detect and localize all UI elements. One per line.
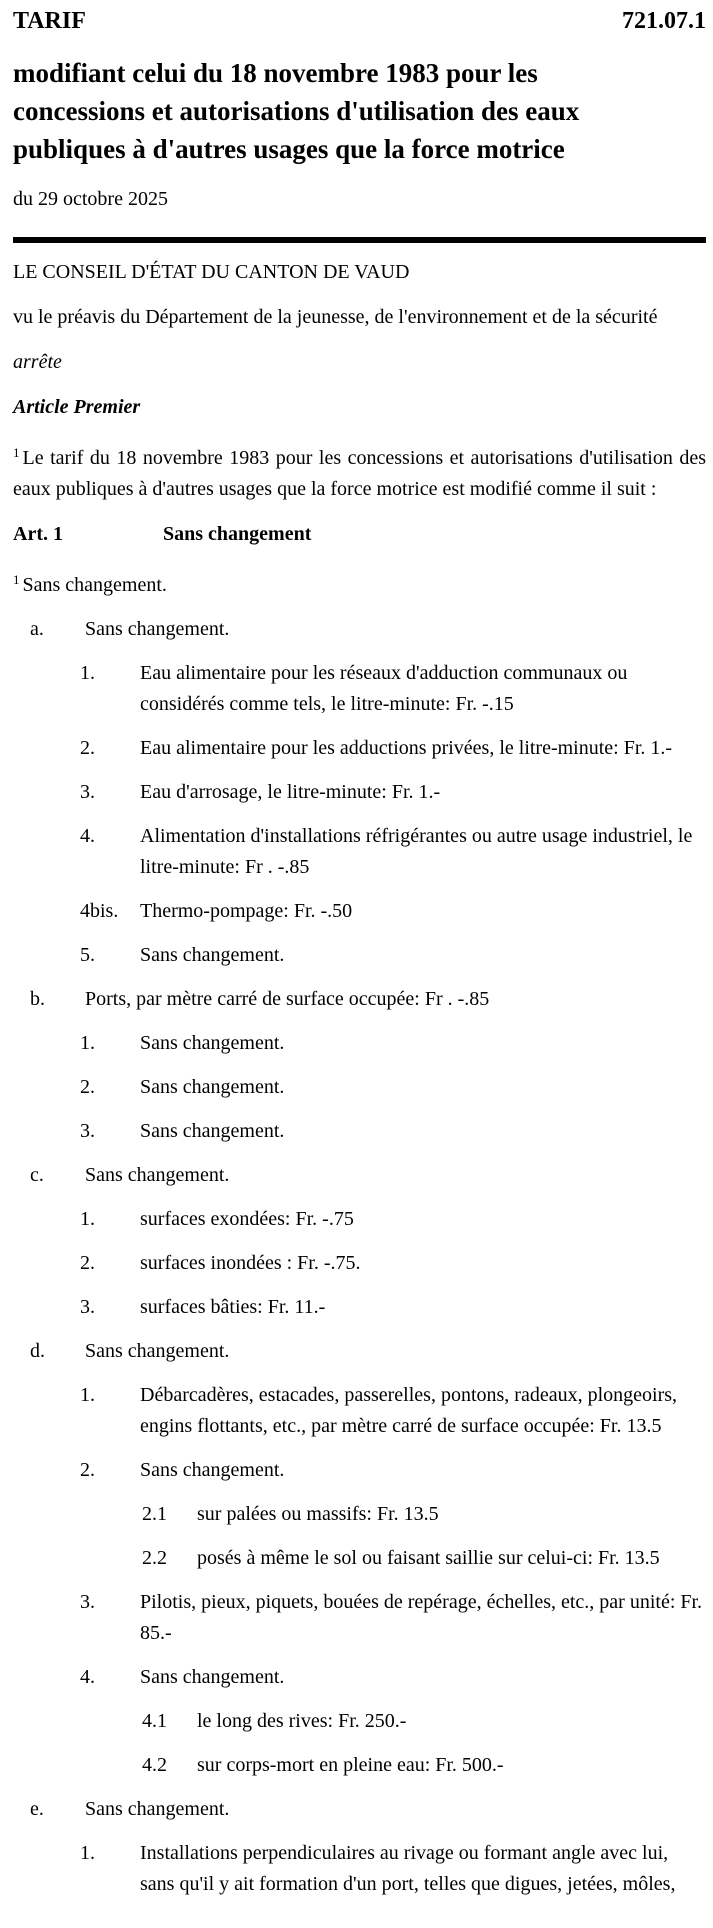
item-a-4bis xyxy=(13,896,706,927)
item-text: Sans changement. xyxy=(140,1666,285,1688)
recital-line: vu le préavis du Département de la jeunesse, de l'environnement et de la sécurité xyxy=(13,306,658,328)
item-text: Alimentation d'installations réfrigérantes ou autre usage industriel, le litre-minute: Fr . -.85 xyxy=(140,825,693,878)
item-b xyxy=(13,984,706,1015)
item-a xyxy=(13,614,706,645)
paragraph-number-sup: 1 xyxy=(13,445,20,460)
item-text: Ports, par mètre carré de surface occupée: Fr . -.85 xyxy=(85,988,490,1010)
item-text: Pilotis, pieux, piquets, bouées de repérage, échelles, etc., par unité: Fr. 85.- xyxy=(140,1591,703,1644)
item-marker: 3. xyxy=(80,781,95,803)
doc-title-line: publiques à d'autres usages que la force motrice xyxy=(13,134,565,164)
item-text: le long des rives: Fr. 250.- xyxy=(197,1710,407,1732)
item-d xyxy=(13,1336,706,1367)
art1-heading xyxy=(13,519,706,550)
art1-intro-paragraph xyxy=(13,564,706,601)
item-marker: 2. xyxy=(80,1076,95,1098)
item-text: sur corps-mort en pleine eau: Fr. 500.- xyxy=(197,1754,504,1776)
item-a-4 xyxy=(13,821,706,883)
item-marker: c. xyxy=(30,1164,44,1186)
item-text: Sans changement. xyxy=(85,1164,230,1186)
item-text: Sans changement. xyxy=(85,1340,230,1362)
art1-label: Art. 1 xyxy=(13,523,63,545)
item-marker: 1. xyxy=(80,1032,95,1054)
item-marker: 3. xyxy=(80,1296,95,1318)
item-marker: 4. xyxy=(80,825,95,847)
authority-line: LE CONSEIL D'ÉTAT DU CANTON DE VAUD xyxy=(13,261,410,283)
item-marker: 3. xyxy=(80,1591,95,1613)
item-text: Sans changement. xyxy=(140,944,285,966)
item-marker: 3. xyxy=(80,1120,95,1142)
doc-type-label: TARIF xyxy=(13,8,86,34)
article-premier-text: Le tarif du 18 novembre 1983 pour les concessions et autorisations d'utilisation des eaux publiques à d'autres usages que la force motrice est modifié comme il suit : xyxy=(13,447,706,500)
item-text: Eau d'arrosage, le litre-minute: Fr. 1.- xyxy=(140,781,441,803)
item-marker: 2. xyxy=(80,1459,95,1481)
item-marker: 1. xyxy=(80,1384,95,1406)
item-marker: 2. xyxy=(80,737,95,759)
item-d-1 xyxy=(13,1380,706,1442)
doc-title xyxy=(13,54,706,168)
item-d-2 xyxy=(13,1455,706,1486)
item-text: Installations perpendiculaires au rivage ou formant angle avec lui, sans qu'il y ait formation d'un port, telles que digues, jetées, môles, xyxy=(140,1842,676,1895)
item-marker: a. xyxy=(30,618,44,640)
article-premier-paragraph xyxy=(13,437,706,505)
item-e xyxy=(13,1794,706,1825)
item-d-2-1 xyxy=(13,1499,706,1530)
doc-title-line: concessions et autorisations d'utilisation des eaux xyxy=(13,96,580,126)
item-text: Eau alimentaire pour les adductions privées, le litre-minute: Fr. 1.- xyxy=(140,737,673,759)
item-marker: 1. xyxy=(80,1208,95,1230)
item-text: sur palées ou massifs: Fr. 13.5 xyxy=(197,1503,439,1525)
item-text: surfaces bâties: Fr. 11.- xyxy=(140,1296,326,1318)
item-b-3 xyxy=(13,1116,706,1147)
item-marker: e. xyxy=(30,1798,44,1820)
item-marker: 4. xyxy=(80,1666,95,1688)
item-a-3 xyxy=(13,777,706,808)
item-marker: 2.1 xyxy=(142,1503,167,1525)
paragraph-number-sup: 1 xyxy=(13,572,20,587)
item-text: Sans changement. xyxy=(85,1798,230,1820)
item-marker: 5. xyxy=(80,944,95,966)
item-c-2 xyxy=(13,1248,706,1279)
item-text: Thermo-pompage: Fr. -.50 xyxy=(140,900,353,922)
article-premier-heading: Article Premier xyxy=(13,396,141,418)
decree-word: arrête xyxy=(13,351,62,373)
art1-title: Sans changement xyxy=(163,523,312,545)
item-text: Sans changement. xyxy=(140,1120,285,1142)
item-marker: 1. xyxy=(80,662,95,684)
item-e-1 xyxy=(13,1838,706,1900)
item-text: posés à même le sol ou faisant saillie sur celui-ci: Fr. 13.5 xyxy=(197,1547,660,1569)
doc-number: 721.07.1 xyxy=(622,8,706,34)
item-marker: 4bis. xyxy=(80,900,119,922)
item-c-3 xyxy=(13,1292,706,1323)
item-text: surfaces exondées: Fr. -.75 xyxy=(140,1208,354,1230)
item-a-2 xyxy=(13,733,706,764)
item-d-2-2 xyxy=(13,1543,706,1574)
item-d-4-2 xyxy=(13,1750,706,1781)
item-c-1 xyxy=(13,1204,706,1235)
item-marker: 2. xyxy=(80,1252,95,1274)
item-text: Débarcadères, estacades, passerelles, pontons, radeaux, plongeoirs, engins flottants, etc., par mètre carré de surface occupée: Fr. 13.5 xyxy=(140,1384,678,1437)
item-marker: b. xyxy=(30,988,45,1010)
item-b-1 xyxy=(13,1028,706,1059)
doc-title-line: modifiant celui du 18 novembre 1983 pour les xyxy=(13,58,538,88)
item-a-1 xyxy=(13,658,706,720)
art1-intro-text: Sans changement. xyxy=(22,574,167,596)
item-text: Sans changement. xyxy=(140,1459,285,1481)
item-d-3 xyxy=(13,1587,706,1649)
item-marker: 1. xyxy=(80,1842,95,1864)
item-text: surfaces inondées : Fr. -.75. xyxy=(140,1252,361,1274)
item-b-2 xyxy=(13,1072,706,1103)
item-text: Eau alimentaire pour les réseaux d'adduction communaux ou considérés comme tels, le litre-minute: Fr. -.15 xyxy=(140,662,628,715)
item-marker: d. xyxy=(30,1340,45,1362)
item-text: Sans changement. xyxy=(140,1076,285,1098)
item-d-4-1 xyxy=(13,1706,706,1737)
item-marker: 4.1 xyxy=(142,1710,167,1732)
doc-date: du 29 octobre 2025 xyxy=(13,188,168,210)
item-a-5 xyxy=(13,940,706,971)
item-c xyxy=(13,1160,706,1191)
item-d-4 xyxy=(13,1662,706,1693)
item-marker: 4.2 xyxy=(142,1754,167,1776)
separator-rule xyxy=(13,237,706,243)
item-text: Sans changement. xyxy=(85,618,230,640)
document-header xyxy=(13,6,706,36)
item-text: Sans changement. xyxy=(140,1032,285,1054)
item-marker: 2.2 xyxy=(142,1547,167,1569)
